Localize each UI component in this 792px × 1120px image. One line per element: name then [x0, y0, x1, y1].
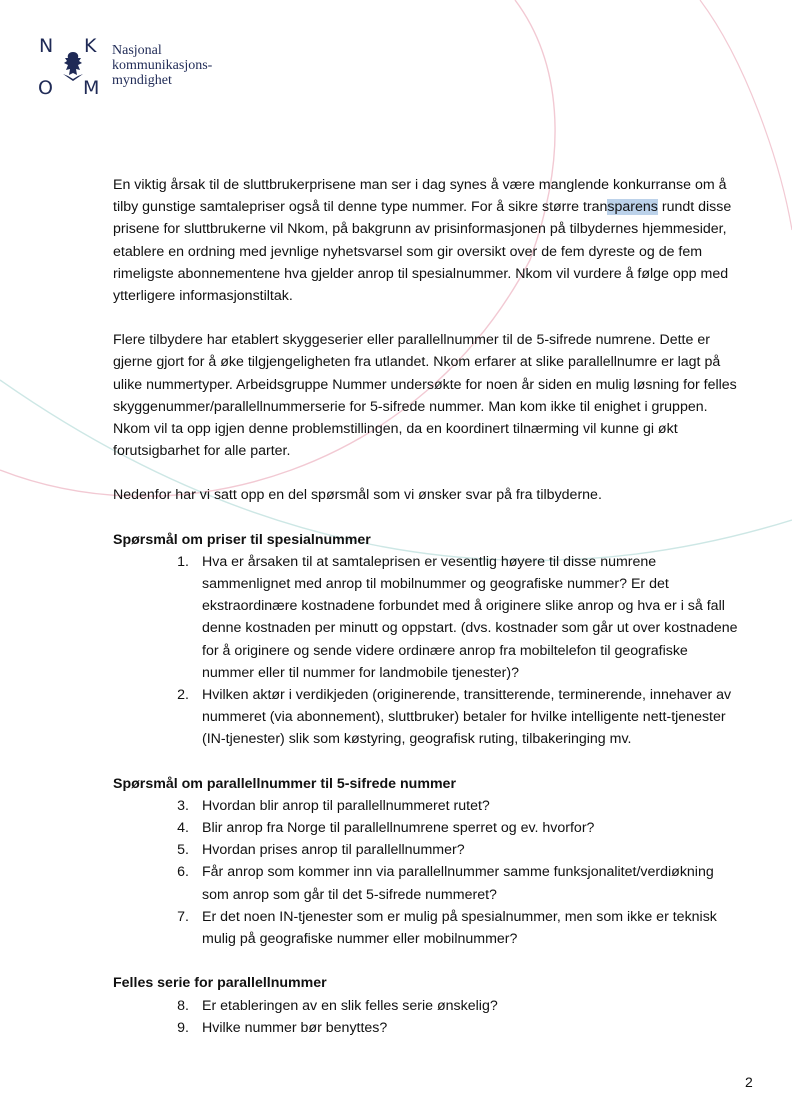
- question-item: [113, 995, 743, 1017]
- question-number: 7.: [177, 908, 189, 925]
- question-item: [113, 906, 743, 950]
- question-number: 6.: [177, 864, 189, 881]
- question-item: [113, 861, 743, 905]
- logo-letter-o: O: [38, 77, 53, 99]
- question-text: Får anrop som kommer inn via parallellnummer samme funksjonalitet/verdiøkning som anrop som går til det 5-sifrede nummeret?: [202, 864, 714, 903]
- section-heading: Spørsmål om priser til spesialnummer: [113, 531, 371, 548]
- question-item: [113, 795, 743, 817]
- page-number: 2: [745, 1074, 753, 1090]
- question-number: 3.: [177, 797, 189, 814]
- question-list: [113, 995, 743, 1039]
- logo-letter-k: K: [84, 35, 97, 57]
- section-heading: Spørsmål om parallellnummer til 5-sifrede nummer: [113, 775, 456, 792]
- question-item: [113, 551, 743, 684]
- paragraph-pricing: [113, 174, 743, 307]
- question-list: [113, 551, 743, 751]
- question-text: Hvilke nummer bør benyttes?: [202, 1019, 388, 1036]
- question-item: [113, 839, 743, 861]
- paragraph-parallel-numbers: Flere tilbydere har etablert skyggeserier eller parallellnummer til de 5-sifrede numrene. Dette er gjerne gjort for å øke tilgjengeligheten fra utlandet. Nkom erfarer at slike parallellnumre er lagt på ulike nummertyper. Arbeidsgruppe Nummer undersøkte for noen år siden en mulig løsning for felles skyggenummer/parallellnummerserie for 5-sifrede nummer. Man kom ikke til enighet i gruppen. Nkom vil ta opp igjen denne problemstillingen, da en koordinert tilnærming vil kunne gi økt forutsigbarhet for alle parter.: [113, 332, 737, 460]
- question-text: Er etableringen av en slik felles serie ønskelig?: [202, 997, 498, 1014]
- question-item: [113, 817, 743, 839]
- question-number: 8.: [177, 997, 189, 1014]
- section-heading: Felles serie for parallellnummer: [113, 975, 327, 992]
- logo-letter-m: M: [83, 77, 100, 99]
- question-number: 5.: [177, 842, 189, 859]
- lion-crest-icon: [60, 50, 86, 82]
- agency-name: [112, 43, 212, 88]
- question-number: 2.: [177, 687, 189, 704]
- document-body: [113, 174, 743, 1039]
- question-number: 9.: [177, 1019, 189, 1036]
- paragraph-text: En viktig årsak til de sluttbrukerprisene man ser i dag synes å være manglende konkurranse om å tilby gunstige samtalepriser også til denne type nummer. For å sikre større tran: [113, 177, 727, 216]
- agency-name-line: myndighet: [112, 73, 172, 88]
- question-text: Hvordan prises anrop til parallellnummer?: [202, 842, 465, 859]
- question-number: 1.: [177, 553, 189, 570]
- question-text: Hvilken aktør i verdikjeden (originerende, transitterende, terminerende, innehaver av nummeret (via abonnement), sluttbruker) betaler for hvilke intelligente nett-tjenester (IN-tjenester) slik som køstyring, geografisk ruting, tilbakeringing mv.: [202, 687, 732, 748]
- question-item: [113, 684, 743, 751]
- question-text: Hvordan blir anrop til parallellnummeret rutet?: [202, 797, 490, 814]
- question-item: [113, 1017, 743, 1039]
- question-text: Er det noen IN-tjenester som er mulig på spesialnummer, men som ikke er teknisk mulig på geografiske nummer eller mobilnummer?: [202, 908, 717, 948]
- nkom-logo: [38, 37, 106, 97]
- logo-letter-n: N: [39, 35, 54, 57]
- agency-name-line: Nasjonal: [112, 43, 162, 58]
- agency-name-line: kommunikasjons-: [112, 58, 213, 73]
- paragraph-text: rundt disse prisene for sluttbrukerne vil Nkom, på bakgrunn av prisinformasjonen på tilbydernes hjemmesider, etablere en ordning med jevnlige nyhetsvarsel som gir oversikt over de fem dyreste og de fem rimeligste abonnementene hva gjelder anrop til spesialnummer. Nkom vil vurdere å følge opp med ytterligere informasjonstiltak.: [113, 199, 732, 305]
- question-text: Blir anrop fra Norge til parallellnumrene sperret og ev. hvorfor?: [202, 820, 595, 837]
- question-text: Hva er årsaken til at samtaleprisen er vesentlig høyere til disse numrene sammenlignet med anrop til mobilnummer og geografiske nummer? Er det ekstraordinære kostnadene forbundet med å originere slike anrop og hva er i så fall denne kostnaden per minutt og oppstart. (dvs. kostnader som går ut over kostnadene for å originere og sende videre ordinære anrop fra mobiltelefon til geografiske nummer eller til nummer for landmobile tjenester)?: [202, 553, 738, 681]
- selected-text-highlight: sparens: [607, 199, 658, 216]
- question-number: 4.: [177, 820, 189, 837]
- question-list: [113, 795, 743, 950]
- paragraph-questions-intro: Nedenfor har vi satt opp en del spørsmål som vi ønsker svar på fra tilbyderne.: [113, 487, 602, 504]
